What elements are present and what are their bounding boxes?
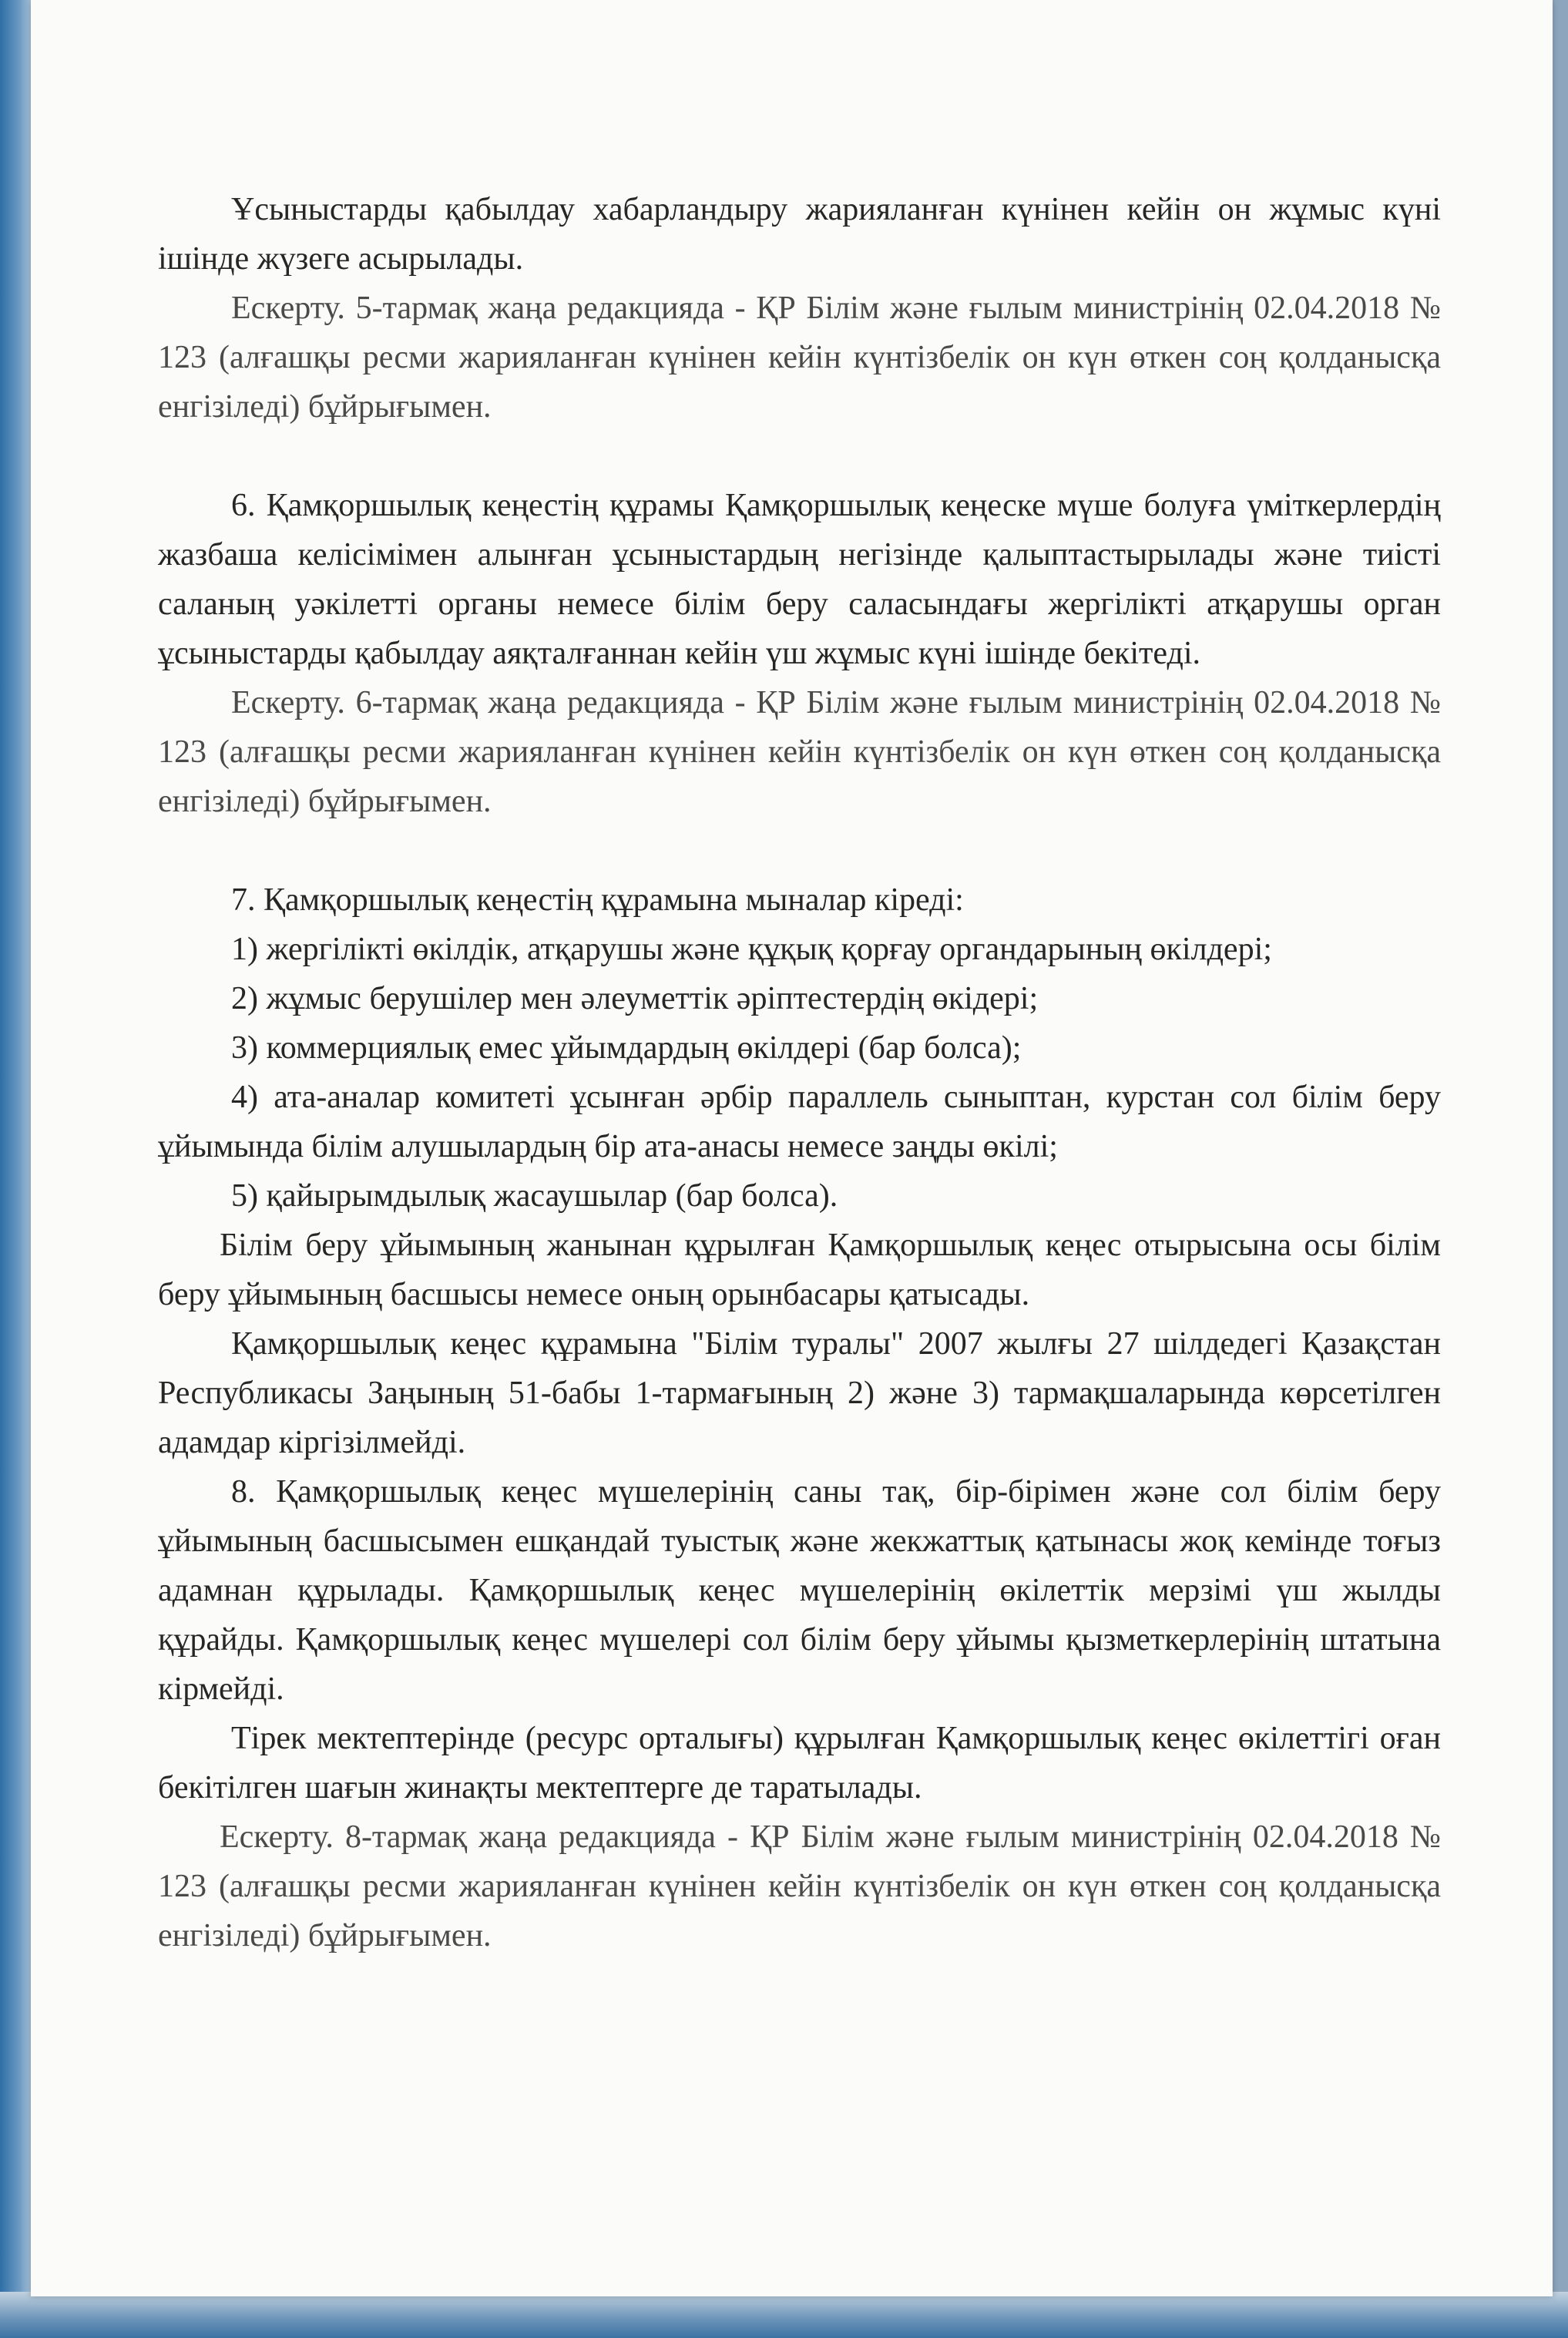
paragraph-8-para: Тірек мектептерінде (ресурс орталығы) құрылған Қамқоршылық кеңес өкілеттігі оған бекітілген шағын жинақты мектептерге де таратылады.	[158, 1721, 1441, 1806]
spacer	[158, 432, 1441, 481]
paragraph-7-intro: 7. Қамқоршылық кеңестің құрамына мыналар кіреді:	[231, 882, 964, 918]
spacer	[158, 826, 1441, 875]
list-item: 5) қайырымдылық жасаушылар (бар болса).	[231, 1178, 838, 1214]
paragraph-5-text: Ұсыныстарды қабылдау хабарландыру жарияланған күнінен кейін он жұмыс күні ішінде жүзеге асырылады.	[158, 192, 1441, 277]
paragraph-8-text: 8. Қамқоршылық кеңес мүшелерінің саны тақ, бір-бірімен және сол білім беру ұйымының басшысымен ешқандай туыстық және жекжаттық қатынасы жоқ кемінде тоғыз адамнан құрылады. Қамқоршылық кеңес мүшелерінің өкілеттік мерзімі үш жылды құрайды. Қамқоршылық кеңес мүшелері сол білім беру ұйымы қызметкерлерінің штатына кірмейді.	[158, 1474, 1441, 1707]
document-page	[31, 0, 1553, 2296]
paragraph-7-para-1: Білім беру ұйымының жанынан құрылған Қамқоршылық кеңес отырысына осы білім беру ұйымының басшысы немесе оның орынбасары қатысады.	[158, 1228, 1441, 1312]
blue-folder-edge-bottom	[0, 2292, 1568, 2338]
paragraph-5-note: Ескерту. 5-тармақ жаңа редакцияда - ҚР Білім және ғылым министрінің 02.04.2018 № 123 (алғашқы ресми жарияланған күнінен кейін күнтізбелік он күн өткен соң қолданысқа енгізіледі) бұйрығымен.	[158, 291, 1441, 425]
paragraph-8-note: Ескерту. 8-тармақ жаңа редакцияда - ҚР Білім және ғылым министрінің 02.04.2018 № 123 (алғашқы ресми жарияланған күнінен кейін күнтізбелік он күн өткен соң қолданысқа енгізіледі) бұйрығымен.	[158, 1819, 1441, 1953]
list-item: 1) жергілікті өкілдік, атқарушы және құқық қорғау органдарының өкілдері;	[231, 932, 1272, 967]
list-item: 3) коммерциялық емес ұйымдардың өкілдері (бар болса);	[231, 1030, 1022, 1066]
list-item: 4) ата-аналар комитеті ұсынған әрбір параллель сыныптан, курстан сол білім беру ұйымында білім алушылардың бір ата-анасы немесе заңды өкілі;	[158, 1080, 1441, 1164]
paragraph-6-note: Ескерту. 6-тармақ жаңа редакцияда - ҚР Білім және ғылым министрінің 02.04.2018 № 123 (алғашқы ресми жарияланған күнінен кейін күнтізбелік он күн өткен соң қолданысқа енгізіледі) бұйрығымен.	[158, 685, 1441, 819]
paragraph-7-para-2: Қамқоршылық кеңес құрамына "Білім туралы" 2007 жылғы 27 шілдедегі Қазақстан Республикасы Заңының 51-бабы 1-тармағының 2) және 3) тармақшаларында көрсетілген адамдар кіргізілмейді.	[158, 1326, 1441, 1460]
document-body	[158, 185, 1441, 1960]
paragraph-6-text: 6. Қамқоршылық кеңестің құрамы Қамқоршылық кеңеске мүше болуға үміткерлердің жазбаша келісімімен алынған ұсыныстардың негізінде қалыптастырылады және тиісті саланың уәкілетті органы немесе білім беру саласындағы жергілікті атқарушы орган ұсыныстарды қабылдау аяқталғаннан кейін үш жұмыс күні ішінде бекітеді.	[158, 488, 1441, 671]
list-item: 2) жұмыс берушілер мен әлеуметтік әріптестердің өкідері;	[231, 981, 1039, 1016]
